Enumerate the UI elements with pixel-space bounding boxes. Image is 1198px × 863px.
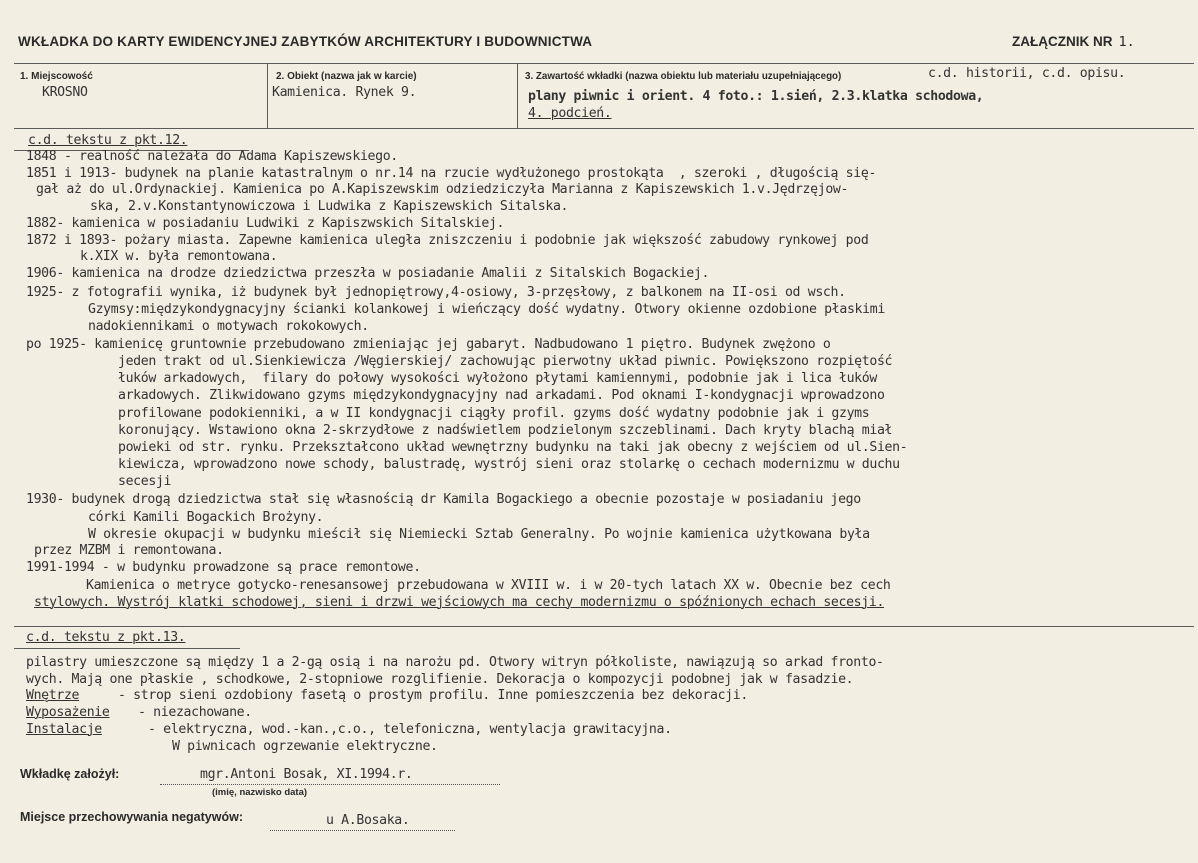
divider bbox=[267, 63, 268, 128]
text-line: pilastry umieszczone są między 1 a 2-gą osią i na narożu pd. Otwory witryn półkoliste, nawiązują so arkad fronto- bbox=[26, 655, 884, 670]
made-by-label: Wkładkę założył: bbox=[20, 767, 120, 781]
negatives-value: u A.Bosaka. bbox=[326, 813, 410, 828]
card-title: WKŁADKA DO KARTY EWIDENCYJNEJ ZABYTKÓW ARCHITEKTURY I BUDOWNICTWA bbox=[18, 34, 593, 49]
text-line: jeden trakt od ul.Sienkiewicza /Węgierskiej/ zachowując pierwotny układ piwnic. Powiększono rozpiętość bbox=[118, 354, 893, 369]
field-contents-value-2: plany piwnic i orient. 4 foto.: 1.sień, 2.3.klatka schodowa, bbox=[528, 89, 984, 104]
text-line: profilowane podokienniki, a w II kondygnacji ciągły profil. gzyms dość wydatny podobnie jak i gzyms bbox=[118, 406, 870, 421]
text-line: arkadowych. Zlikwidowano gzyms międzykondygnacyjny nad arkadami. Pod oknami I-kondygnacji wprowadzono bbox=[118, 388, 885, 403]
text-line: W okresie okupacji w budynku mieścił się Niemiecki Sztab Generalny. Po wojnie kamienica użytkowana była bbox=[88, 527, 870, 542]
field-object-label: 2. Obiekt (nazwa jak w karcie) bbox=[276, 71, 417, 82]
text-line: gał aż do ul.Ordynackiej. Kamienica po A.Kapiszewskim odziedziczyła Marianna z Kapiszewskich 1.v.Jędrzęjow- bbox=[36, 182, 849, 197]
text-line: k.XIX w. była remontowana. bbox=[80, 249, 278, 264]
section13-heading: c.d. tekstu z pkt.13. bbox=[26, 630, 186, 645]
divider bbox=[14, 648, 240, 649]
section12-heading: c.d. tekstu z pkt.12. bbox=[28, 133, 188, 148]
text-line: 1851 i 1913- budynek na planie katastralnym o nr.14 na rzucie wydłużonego prostokąta , szeroki , długością się- bbox=[26, 166, 877, 181]
text-line: - elektryczna, wod.-kan.,c.o., telefoniczna, wentylacja grawitacyjna. bbox=[148, 722, 672, 737]
text-line: przez MZBM i remontowana. bbox=[34, 543, 224, 558]
text-line: nadokiennikami o motywach rokokowych. bbox=[88, 319, 369, 334]
label-interior: Wnętrze bbox=[26, 688, 80, 703]
text-line: 1882- kamienica w posiadaniu Ludwiki z Kapiszwskich Sitalskiej. bbox=[26, 216, 505, 231]
field-contents-value-1: c.d. historii, c.d. opisu. bbox=[928, 66, 1126, 81]
text-line: secesji bbox=[118, 474, 172, 489]
text-line: powieki od str. rynku. Przekształcono układ wewnętrzny budynku na taki jak obecny z wejściem od ul.Sien- bbox=[118, 440, 908, 455]
label-furnishings: Wyposażenie bbox=[26, 705, 110, 720]
text-line: - niezachowane. bbox=[138, 705, 252, 720]
text-line: 1906- kamienica na drodze dziedzictwa przeszła w posiadanie Amalii z Sitalskich Bogackiej. bbox=[26, 266, 710, 281]
annex-number bbox=[1012, 34, 1135, 50]
text-line: ska, 2.v.Konstantynowiczowa i Ludwika z Kapiszewskich Sitalska. bbox=[90, 199, 569, 214]
text-line: W piwnicach ogrzewanie elektryczne. bbox=[172, 739, 438, 754]
text-line: łuków arkadowych, filary do połowy wysokości wyłożono płytami kamiennymi, podobnie jak i lica łuków bbox=[118, 371, 877, 386]
made-by-hint: (imię, nazwisko data) bbox=[212, 787, 308, 798]
text-line: stylowych. Wystrój klatki schodowej, sieni i drzwi wejściowych ma cechy modernizmu o spóźnionych echach secesji. bbox=[34, 595, 885, 610]
dotted-line bbox=[270, 829, 455, 831]
text-line: 1930- budynek drogą dziedzictwa stał się własnością dr Kamila Bogackiego a obecnie pozostaje w posiadaniu jego bbox=[26, 492, 861, 507]
text-line: córki Kamili Bogackich Brożyny. bbox=[88, 510, 324, 525]
field-location-label: 1. Miejscowość bbox=[20, 71, 93, 82]
text-line: - strop sieni ozdobiony fasetą o prostym profilu. Inne pomieszczenia bez dekoracji. bbox=[118, 688, 748, 703]
made-by-value: mgr.Antoni Bosak, XI.1994.r. bbox=[200, 767, 413, 782]
text-line: 1872 i 1893- pożary miasta. Zapewne kamienica uległa zniszczeniu i podobnie jak większość zabudowy rynkowej pod bbox=[26, 233, 869, 248]
text-line: kiewicza, wprowadzono nowe schody, balustradę, wystrój sieni oraz stolarkę o cechach modernizmu w duchu bbox=[118, 457, 900, 472]
divider bbox=[517, 63, 518, 128]
field-contents-value-3: 4. podcień. bbox=[528, 106, 612, 121]
field-location-value: KROSNO bbox=[42, 85, 88, 100]
annex-label: ZAŁĄCZNIK NR bbox=[1012, 34, 1113, 49]
dotted-line bbox=[160, 783, 500, 785]
text-line: koronujący. Wstawiono okna 2-skrzydłowe z nadświetlem podzielonym szczeblinami. Dach kryty blachą miał bbox=[118, 423, 893, 438]
text-line: po 1925- kamienicę gruntownie przebudowano zmieniając jej gabaryt. Nadbudowano 1 piętro. Budynek zwężono o bbox=[26, 337, 831, 352]
negatives-label: Miejsce przechowywania negatywów: bbox=[20, 810, 243, 824]
label-installations: Instalacje bbox=[26, 722, 102, 737]
text-line: 1925- z fotografii wynika, iż budynek był jednopiętrowy,4-osiowy, 3-przęsłowy, z balkonem na II-osi od wsch. bbox=[26, 285, 846, 300]
divider bbox=[14, 63, 1194, 64]
divider bbox=[14, 128, 1194, 129]
text-line: Gzymsy:międzykondygnacyjny ścianki kolankowej i wieńczący dość wydatny. Otwory okienne ozdobione płaskimi bbox=[88, 302, 885, 317]
text-line: wych. Mają one płaskie , schodkowe, 2-stopniowe rozglifienie. Dekoracja o kompozycji podobnej jak w fasadzie. bbox=[26, 672, 854, 687]
field-contents-label: 3. Zawartość wkładki (nazwa obiektu lub materiału uzupełniającego) bbox=[525, 71, 842, 82]
text-line: Kamienica o metryce gotycko-renesansowej przebudowana w XVIII w. i w 20-tych latach XX w. Obecnie bez cech bbox=[86, 578, 891, 593]
annex-number-value: 1. bbox=[1118, 34, 1135, 50]
field-object-value: Kamienica. Rynek 9. bbox=[272, 85, 417, 100]
divider bbox=[14, 626, 1194, 627]
text-line: 1991-1994 - w budynku prowadzone są prace remontowe. bbox=[26, 560, 421, 575]
text-line: 1848 - realność należała do Adama Kapiszewskiego. bbox=[26, 149, 398, 164]
